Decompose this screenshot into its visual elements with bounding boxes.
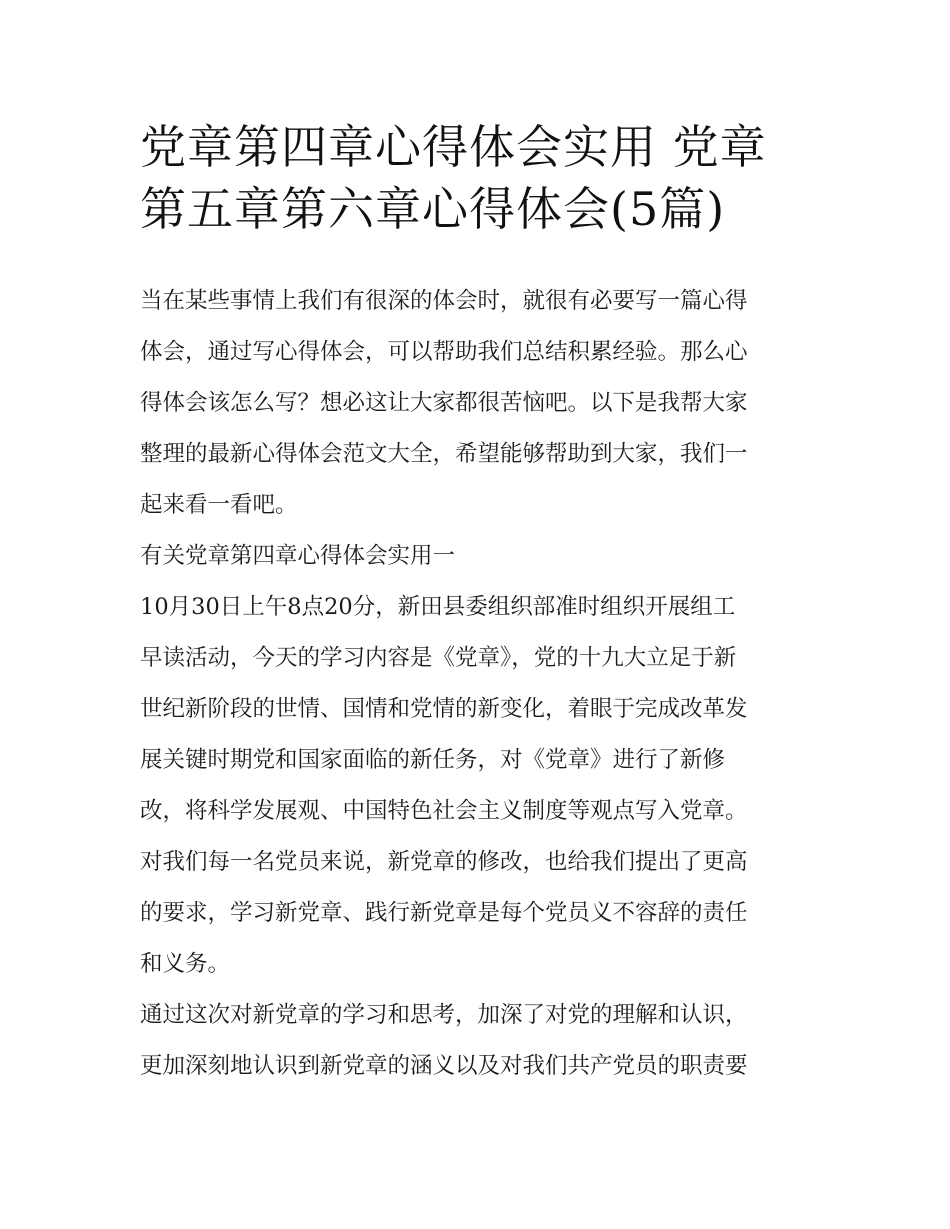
body-line: 和义务。 [140, 951, 231, 977]
body-line: 更加深刻地认识到新党章的涵义以及对我们共产党员的职责要 [140, 1053, 748, 1079]
body-line: 起来看一看吧。 [140, 492, 298, 518]
body-line: 改，将科学发展观、中国特色社会主义制度等观点写入党章。 [140, 798, 748, 824]
body-line: 当在某些事情上我们有很深的体会时，就很有必要写一篇心得 [140, 288, 748, 314]
body-line: 得体会该怎么写？想必这让大家都很苦恼吧。以下是我帮大家 [140, 390, 748, 416]
body-line: 体会，通过写心得体会，可以帮助我们总结积累经验。那么心 [140, 339, 748, 365]
body-line: 通过这次对新党章的学习和思考，加深了对党的理解和认识， [140, 1002, 748, 1028]
section-heading: 有关党章第四章心得体会实用一 [140, 543, 456, 569]
body-line: 的要求，学习新党章、践行新党章是每个党员义不容辞的责任 [140, 900, 748, 926]
body-line: 世纪新阶段的世情、国情和党情的新变化，着眼于完成改革发 [140, 696, 748, 722]
body-line: 对我们每一名党员来说，新党章的修改，也给我们提出了更高 [140, 849, 748, 875]
title-line: 第五章第六章心得体会(5篇) [140, 182, 726, 236]
body-line: 展关键时期党和国家面临的新任务，对《党章》进行了新修 [140, 747, 726, 773]
body-line: 10月30日上午8点20分，新田县委组织部准时组织开展组工 [140, 594, 736, 620]
document-title [140, 116, 820, 240]
document-body [140, 276, 820, 1092]
body-line: 整理的最新心得体会范文大全，希望能够帮助到大家，我们一 [140, 441, 748, 467]
title-line: 党章第四章心得体会实用 党章 [140, 120, 767, 174]
body-line: 早读活动，今天的学习内容是《党章》，党的十九大立足于新 [140, 645, 737, 671]
